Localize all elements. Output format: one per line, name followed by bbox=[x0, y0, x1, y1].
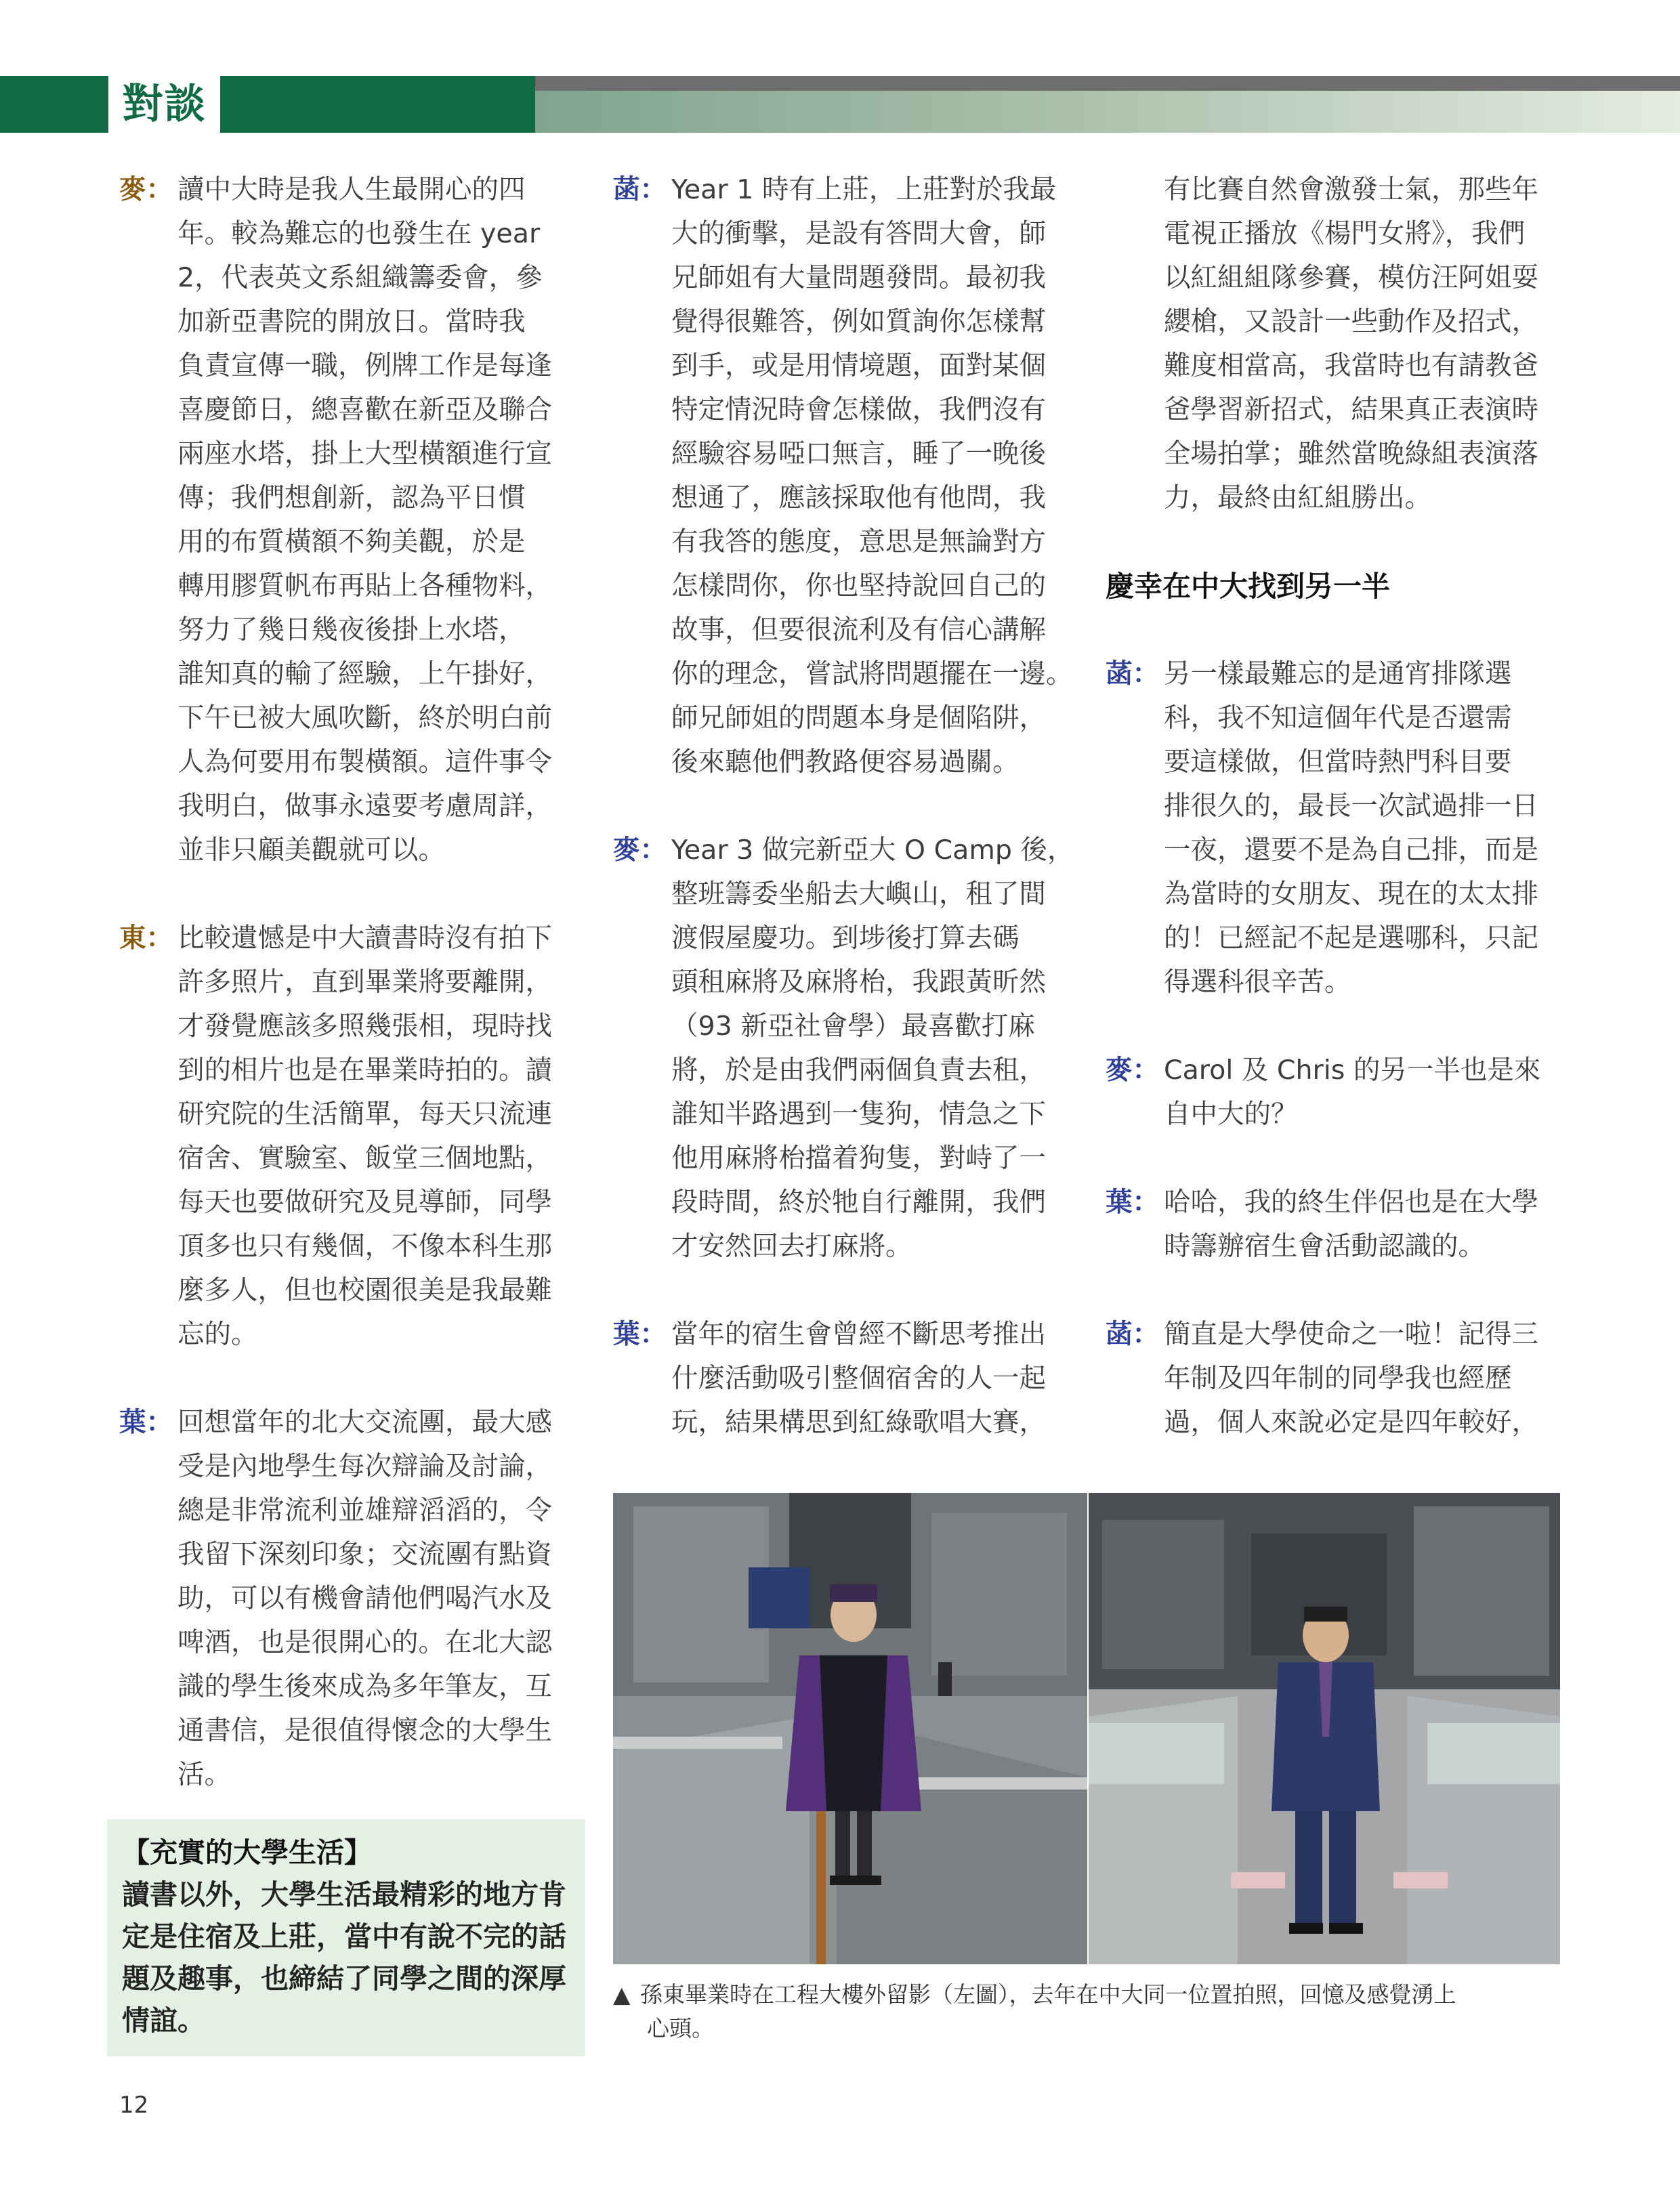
text-line: 用的布質橫額不夠美觀，於是 bbox=[177, 526, 526, 557]
text-line: 每天也要做研究及見導師，同學 bbox=[177, 1187, 552, 1218]
text-line: 經驗容易啞口無言，睡了一晚後 bbox=[671, 438, 1046, 469]
speaker-label: 東： bbox=[119, 923, 173, 954]
sidebar-box-body bbox=[122, 1874, 570, 2042]
text-line: Carol 及 Chris 的另一半也是來 bbox=[1164, 1055, 1541, 1086]
text-line: 2，代表英文系組織籌委會，參 bbox=[177, 262, 543, 293]
text-line: 到的相片也是在畢業時拍的。讀 bbox=[177, 1055, 552, 1086]
present-day-photo bbox=[1089, 1493, 1560, 1964]
text-line: 才發覺應該多照幾張相，現時找 bbox=[177, 1011, 552, 1042]
text-line: 將，於是由我們兩個負責去租， bbox=[671, 1055, 1046, 1086]
text-line: 科，我不知這個年代是否還需 bbox=[1164, 702, 1512, 734]
continued-paragraph bbox=[1106, 168, 1566, 520]
text-line: 全場拍掌；雖然當晚綠組表演落 bbox=[1164, 438, 1538, 469]
text-line: 大的衝擊，是設有答問大會，師 bbox=[671, 218, 1046, 249]
text-line: 識的學生後來成為多年筆友，互 bbox=[177, 1671, 552, 1702]
text-line: 整班籌委坐船去大嶼山，租了間 bbox=[671, 879, 1046, 910]
text-line: （93 新亞社會學）最喜歡打麻 bbox=[671, 1011, 1035, 1042]
speaker-label: 葉： bbox=[613, 1319, 667, 1350]
text-line: 纓槍，又設計一些動作及招式， bbox=[1164, 306, 1538, 337]
dialogue-paragraph bbox=[119, 916, 580, 1357]
speaker-label: 菡： bbox=[1106, 1319, 1159, 1350]
text-line: 得選科很辛苦。 bbox=[1164, 967, 1351, 998]
header-rule bbox=[535, 76, 1680, 91]
text-line: 當年的宿生會曾經不斷思考推出 bbox=[671, 1319, 1046, 1350]
text-line: 喜慶節日，總喜歡在新亞及聯合 bbox=[177, 394, 552, 425]
speaker-label: 葉： bbox=[119, 1407, 173, 1438]
text-line: 人為何要用布製橫額。這件事令 bbox=[177, 746, 552, 778]
text-line: 一夜，還要不是為自己排，而是 bbox=[1164, 834, 1538, 866]
text-line: 麼多人，但也校園很美是我最難 bbox=[177, 1275, 552, 1306]
text-line: 師兄師姐的問題本身是個陷阱， bbox=[671, 702, 1046, 734]
speaker-label: 麥： bbox=[1106, 1055, 1159, 1086]
text-line: 要這樣做，但當時熱門科目要 bbox=[1164, 746, 1512, 778]
text-line: 想通了，應該採取他有他問，我 bbox=[671, 482, 1046, 513]
text-line: 頭租麻將及麻將枱，我跟黃昕然 bbox=[671, 967, 1046, 998]
text-line: 自中大的？ bbox=[1164, 1099, 1298, 1130]
text-line: 下午已被大風吹斷，終於明白前 bbox=[177, 702, 552, 734]
text-line: 難度相當高，我當時也有請教爸 bbox=[1164, 350, 1538, 381]
text-line: 活。 bbox=[177, 1759, 231, 1790]
dialogue-paragraph bbox=[613, 168, 1074, 784]
paragraph-text bbox=[671, 828, 1074, 1269]
dialogue-paragraph bbox=[613, 1313, 1074, 1445]
paragraph-text bbox=[177, 1401, 580, 1797]
text-line: 故事，但要很流利及有信心講解 bbox=[671, 614, 1046, 646]
text-line: 兩座水塔，掛上大型橫額進行宣 bbox=[177, 438, 552, 469]
text-line: 以紅組組隊參賽，模仿汪阿姐耍 bbox=[1164, 262, 1538, 293]
text-line: 總是非常流利並雄辯滔滔的，令 bbox=[177, 1495, 552, 1526]
text-line: 他用麻將枱擋着狗隻，對峙了一 bbox=[671, 1143, 1046, 1174]
dialogue-paragraph bbox=[1106, 1049, 1566, 1137]
text-line: 忘的。 bbox=[177, 1319, 258, 1350]
text-line: Year 3 做完新亞大 O Camp 後， bbox=[671, 834, 1074, 866]
text-line: 兄師姐有大量問題發問。最初我 bbox=[671, 262, 1046, 293]
text-line: 的！已經記不起是選哪科，只記 bbox=[1164, 923, 1538, 954]
caption-line bbox=[613, 1978, 1561, 2012]
header-bar-left bbox=[0, 76, 108, 133]
graduation-photo-image bbox=[613, 1493, 1087, 1964]
text-line: 年制及四年制的同學我也經歷 bbox=[1164, 1363, 1512, 1394]
paragraph-text bbox=[1164, 1313, 1566, 1445]
section-title: 對談 bbox=[108, 75, 220, 134]
speaker-label: 菡： bbox=[613, 174, 667, 205]
photo-caption bbox=[613, 1978, 1561, 2046]
text-line: 傳；我們想創新，認為平日慣 bbox=[177, 482, 526, 513]
paragraph-text bbox=[1164, 1049, 1566, 1137]
dialogue-paragraph bbox=[613, 828, 1074, 1269]
text-line: 過，個人來說必定是四年較好， bbox=[1164, 1407, 1538, 1438]
dialogue-paragraph bbox=[119, 1401, 580, 1797]
subsection-heading: 慶幸在中大找到另一半 bbox=[1106, 570, 1391, 603]
speaker-label: 葉： bbox=[1106, 1187, 1159, 1218]
text-line: 比較遺憾是中大讀書時沒有拍下 bbox=[177, 923, 552, 954]
text-line: 特定情況時會怎樣做，我們沒有 bbox=[671, 394, 1046, 425]
text-line: 段時間，終於牠自行離開，我們 bbox=[671, 1187, 1046, 1218]
text-line: 助，可以有機會請他們喝汽水及 bbox=[177, 1583, 552, 1614]
caption-text: 孫東畢業時在工程大樓外留影（左圖），去年在中大同一位置拍照，回憶及感覺湧上 bbox=[640, 1981, 1456, 2008]
text-line: 題及趣事，也締結了同學之間的深厚 bbox=[122, 1962, 566, 1995]
text-line: 研究院的生活簡單，每天只流連 bbox=[177, 1099, 552, 1130]
text-line: 轉用膠質帆布再貼上各種物料， bbox=[177, 570, 552, 601]
dialogue-paragraph bbox=[119, 168, 580, 872]
text-line: 情誼。 bbox=[122, 2004, 205, 2037]
text-line: 誰知半路遇到一隻狗，情急之下 bbox=[671, 1099, 1046, 1130]
paragraph-text bbox=[1164, 652, 1566, 1004]
paragraph-text bbox=[177, 916, 580, 1357]
text-line: 電視正播放《楊門女將》，我們 bbox=[1164, 218, 1526, 249]
graduation-photo bbox=[613, 1493, 1087, 1964]
text-line: 誰知真的輸了經驗，上午掛好， bbox=[177, 658, 552, 690]
text-line: 怎樣問你，你也堅持說回自己的 bbox=[671, 570, 1046, 601]
paragraph-text bbox=[177, 168, 580, 872]
text-line: 宿舍、實驗室、飯堂三個地點， bbox=[177, 1143, 552, 1174]
text-line: 你的理念，嘗試將問題擺在一邊。 bbox=[671, 658, 1073, 690]
text-line: 我明白，做事永遠要考慮周詳， bbox=[177, 790, 552, 822]
text-line: 受是內地學生每次辯論及討論， bbox=[177, 1451, 552, 1482]
text-line: 年。較為難忘的也發生在 year bbox=[177, 218, 541, 249]
header-gradient bbox=[535, 91, 1680, 133]
speaker-label: 麥： bbox=[613, 834, 667, 866]
text-line: 為當時的女朋友、現在的太太排 bbox=[1164, 879, 1538, 910]
text-line: 通書信，是很值得懷念的大學生 bbox=[177, 1715, 552, 1746]
text-line: 簡直是大學使命之一啦！記得三 bbox=[1164, 1319, 1538, 1350]
text-line: 努力了幾日幾夜後掛上水塔， bbox=[177, 614, 526, 646]
text-line: 到手，或是用情境題，面對某個 bbox=[671, 350, 1046, 381]
text-line: 才安然回去打麻將。 bbox=[671, 1231, 912, 1262]
dialogue-paragraph bbox=[1106, 652, 1566, 1004]
text-line: 讀中大時是我人生最開心的四 bbox=[177, 174, 526, 205]
dialogue-paragraph bbox=[1106, 1313, 1566, 1445]
text-line: 有比賽自然會激發士氣，那些年 bbox=[1164, 174, 1538, 205]
text-line: 後來聽他們教路便容易過關。 bbox=[671, 746, 1020, 778]
text-line: 並非只顧美觀就可以。 bbox=[177, 834, 445, 866]
triangle-up-icon: ▲ bbox=[613, 1981, 631, 2008]
text-line: 爸學習新招式，結果真正表演時 bbox=[1164, 394, 1538, 425]
paragraph-text bbox=[671, 1313, 1074, 1445]
text-line: 另一樣最難忘的是通宵排隊選 bbox=[1164, 658, 1512, 690]
page-number: 12 bbox=[119, 2092, 149, 2119]
text-line: 負責宣傳一職，例牌工作是每逢 bbox=[177, 350, 552, 381]
present-day-photo-image bbox=[1089, 1493, 1560, 1964]
text-line: 什麼活動吸引整個宿舍的人一起 bbox=[671, 1363, 1046, 1394]
text-line: 許多照片，直到畢業將要離開， bbox=[177, 967, 552, 998]
text-line: 我留下深刻印象；交流團有點資 bbox=[177, 1539, 552, 1570]
text-line: 讀書以外，大學生活最精彩的地方肯 bbox=[122, 1878, 566, 1911]
paragraph-text bbox=[671, 168, 1074, 784]
speaker-label: 菡： bbox=[1106, 658, 1159, 690]
text-column-1 bbox=[119, 168, 580, 1841]
text-line: 力，最終由紅組勝出。 bbox=[1164, 482, 1431, 513]
text-line: 排很久的，最長一次試過排一日 bbox=[1164, 790, 1538, 822]
text-line: 時籌辦宿生會活動認識的。 bbox=[1164, 1231, 1485, 1262]
text-column-2 bbox=[613, 168, 1074, 1489]
text-line: 回想當年的北大交流團，最大感 bbox=[177, 1407, 552, 1438]
text-line: 哈哈，我的終生伴侶也是在大學 bbox=[1164, 1187, 1538, 1218]
text-line: Year 1 時有上莊，上莊對於我最 bbox=[671, 174, 1057, 205]
text-line: 覺得很難答，例如質詢你怎樣幫 bbox=[671, 306, 1046, 337]
text-line: 定是住宿及上莊，當中有說不完的話 bbox=[122, 1920, 566, 1953]
sidebar-box-title: 【充實的大學生活】 bbox=[122, 1836, 372, 1869]
paragraph-text bbox=[1164, 1181, 1566, 1269]
dialogue-paragraph bbox=[1106, 1181, 1566, 1269]
text-line: 加新亞書院的開放日。當時我 bbox=[177, 306, 526, 337]
text-column-3 bbox=[1106, 168, 1566, 1489]
speaker-label: 麥： bbox=[119, 174, 173, 205]
caption-line: 心頭。 bbox=[647, 2015, 714, 2042]
header-bar-dark bbox=[220, 76, 535, 133]
paragraph-text bbox=[1164, 168, 1566, 520]
text-line: 玩，結果構思到紅綠歌唱大賽， bbox=[671, 1407, 1046, 1438]
text-line: 有我答的態度，意思是無論對方 bbox=[671, 526, 1046, 557]
text-line: 啤酒，也是很開心的。在北大認 bbox=[177, 1627, 552, 1658]
sidebar-box bbox=[107, 1819, 585, 2056]
text-line: 渡假屋慶功。到埗後打算去碼 bbox=[671, 923, 1020, 954]
text-line: 頂多也只有幾個，不像本科生那 bbox=[177, 1231, 552, 1262]
